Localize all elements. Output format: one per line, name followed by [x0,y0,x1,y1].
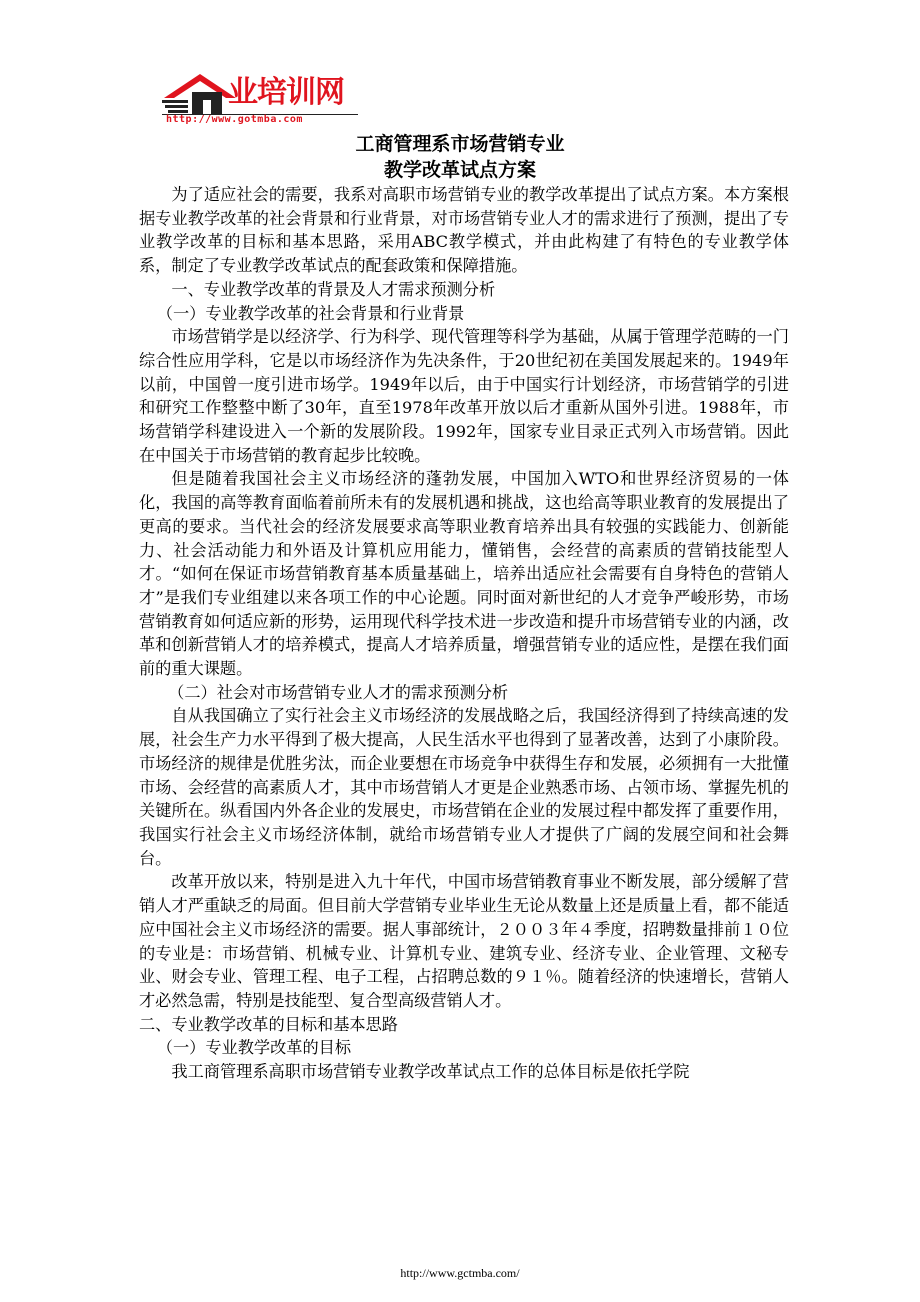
paragraph-goals: 我工商管理系高职市场营销专业教学改革试点工作的总体目标是依托学院 [171,1062,690,1082]
logo-text: 业培训网 [228,75,344,110]
section-heading-2: 二、专业教学改革的目标和基本思路 [139,1014,398,1034]
paragraph-intro: 为了适应社会的需要，我系对高职市场营销专业的教学改革提出了试点方案。本方案根据专业教学改革的社会背景和行业背景，对市场营销专业人才的需求进行了预测，提出了专业教学改革的目标和基本思路，采用ABC教学模式，并由此构建了有特色的专业教学体系，制定了专业教学改革试点的配套政策和保障措施。 [139,185,789,276]
paragraph-economy: 自从我国确立了实行社会主义市场经济的发展战略之后，我国经济得到了持续高速的发展，社会生产力水平得到了极大提高，人民生活水平也得到了显著改善，达到了小康阶段。市场经济的规律是优胜劣汰，而企业要想在市场竞争中获得生存和发展，必须拥有一大批懂市场、会经营的高素质人才，其中市场营销人才更是企业熟悉市场、占领市场、掌握先机的关键所在。纵看国内外各企业的发展史，市场营销在企业的发展过程中都发挥了重要作用，我国实行社会主义市场经济体制，就给市场营销专业人才提供了广阔的发展空间和社会舞台。 [139,706,789,868]
section-heading-1: 一、专业教学改革的背景及人才需求预测分析 [171,279,496,299]
site-logo[interactable] [162,70,362,126]
paragraph-marketing-history: 市场营销学是以经济学、行为科学、现代管理等科学为基础，从属于管理学范畴的一门综合性应用学科，它是以市场经济作为先决条件，于20世纪初在美国发展起来的。1949年以前，中国曾一度引进市场学。1949年以后，由于中国实行计划经济，市场营销学的引进和研究工作整整中断了30年，直至1978年改革开放以后才重新从国外引进。1988年，市场营销学科建设进入一个新的发展阶段。1992年，国家专业目录正式列入市场营销。因此在中国关于市场营销的教育起步比较晚。 [139,327,789,465]
subsection-heading-1-2: （二）社会对市场营销专业人才的需求预测分析 [168,682,509,702]
paragraph-talent-demand: 改革开放以来，特别是进入九十年代，中国市场营销教育事业不断发展，部分缓解了营销人才严重缺乏的局面。但目前大学营销专业毕业生无论从数量上还是质量上看，都不能适应中国社会主义市场经济的需要。据人事部统计，２００３年４季度，招聘数量排前１０位的专业是：市场营销、机械专业、计算机专业、建筑专业、经济专业、企业管理、文秘专业、财会专业、管理工程、电子工程，占招聘总数的９１％。随着经济的快速增长，营销人才必然急需，特别是技能型、复合型高级营销人才。 [139,872,789,1010]
document-title-line2: 教学改革试点方案 [383,159,536,181]
document-body [139,183,789,1084]
footer-url[interactable]: http://www.gctmba.com/ [400,1266,520,1280]
subsection-heading-2-1: （一）专业教学改革的目标 [156,1038,352,1058]
logo-url: http://www.gotmba.com [166,114,303,125]
document-title-line1: 工商管理系市场营销专业 [355,133,565,155]
paragraph-development: 但是随着我国社会主义市场经济的蓬勃发展，中国加入WTO和世界经济贸易的一体化，我国的高等教育面临着前所未有的发展机遇和挑战，这也给高等职业教育的发展提出了更高的要求。当代社会的经济发展要求高等职业教育培养出具有较强的实践能力、创新能力、社会活动能力和外语及计算机应用能力，懂销售，会经营的高素质的营销技能型人才。“如何在保证市场营销教育基本质量基础上，培养出适应社会需要有自身特色的营销人才”是我们专业组建以来各项工作的中心论题。同时面对新世纪的人才竞争严峻形势，市场营销教育如何适应新的形势，运用现代科学技术进一步改造和提升市场营销专业的内涵，改革和创新营销人才的培养模式，提高人才培养质量，增强营销专业的适应性，是摆在我们面前的重大课题。 [139,469,789,679]
subsection-heading-1-1: （一）专业教学改革的社会背景和行业背景 [156,303,465,323]
